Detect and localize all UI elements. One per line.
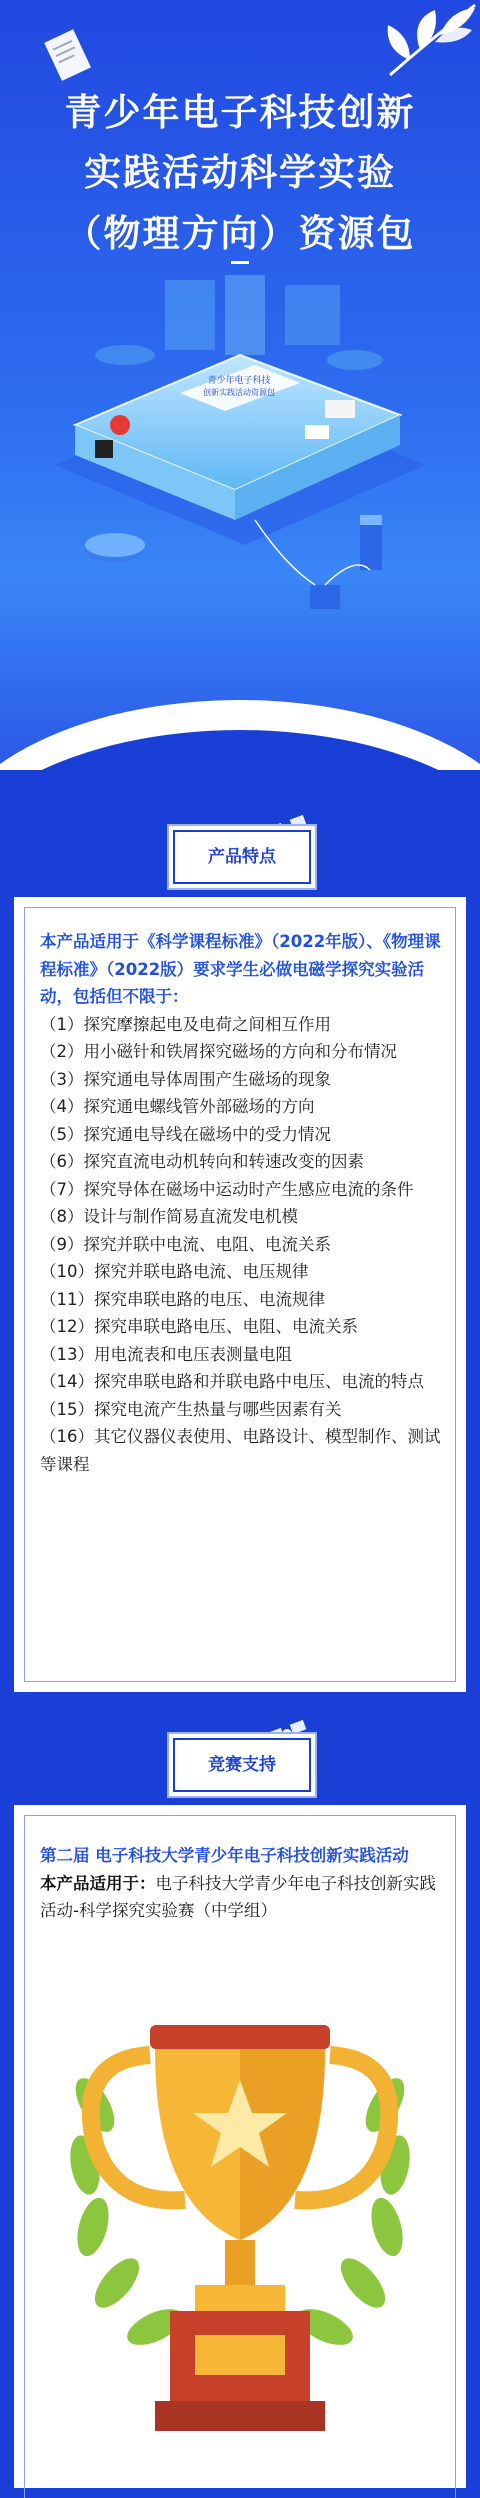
competition-text <box>40 1842 442 1925</box>
product-kit-illustration <box>55 275 425 635</box>
applies-text: 电子科技大学青少年电子科技创新实践活动-科学探究实验赛（中学组） <box>40 1873 436 1920</box>
leaf-icon <box>380 0 480 80</box>
feature-item: （16）其它仪器仪表使用、电路设计、模型制作、测试等课程 <box>40 1427 441 1474</box>
feature-item: （14）探究串联电路和并联电路中电压、电流的特点 <box>40 1372 424 1391</box>
hero-banner <box>0 0 480 770</box>
feature-item: （8）设计与制作简易直流发电机模 <box>40 1207 298 1226</box>
feature-item: （9）探究并联中电流、电阻、电流关系 <box>40 1234 331 1254</box>
feature-item: （2）用小磁针和铁屑探究磁场的方向和分布情况 <box>40 1042 397 1061</box>
feature-item: （1）探究摩擦起电及电荷之间相互作用 <box>40 1014 331 1034</box>
paper-icon <box>38 26 98 86</box>
feature-item: （12）探究串联电路电压、电阻、电流关系 <box>40 1317 358 1336</box>
feature-item: （7）探究导体在磁场中运动时产生感应电流的条件 <box>40 1179 414 1199</box>
feature-item: （10）探究并联电路电流、电压规律 <box>40 1262 309 1281</box>
features-text <box>40 928 442 1478</box>
feature-item: （11）探究串联电路的电压、电流规律 <box>40 1289 325 1309</box>
box-label-1: 青少年电子科技 <box>207 376 271 386</box>
page-title-line2: 实践活动科学实验 <box>84 151 396 194</box>
feature-item: （13）用电流表和电压表测量电阻 <box>40 1344 292 1364</box>
feature-item: （15）探究电流产生热量与哪些因素有关 <box>40 1399 342 1419</box>
trophy-icon <box>55 1965 425 2488</box>
features-lead: 本产品适用于《科学课程标准》（2022年版）、《物理课程标准》（2022版）要求学生必做电磁学探究实验活动，包括但不限于： <box>40 932 441 1006</box>
feature-item: （5）探究通电导线在磁场中的受力情况 <box>40 1124 331 1144</box>
feature-item: （6）探究直流电动机转向和转速改变的因素 <box>40 1152 364 1171</box>
title-divider <box>231 261 249 264</box>
feature-item: （4）探究通电螺线管外部磁场的方向 <box>40 1097 315 1116</box>
feature-item: （3）探究通电导体周围产生磁场的现象 <box>40 1069 331 1089</box>
page-title-line1: 青少年电子科技创新 <box>64 91 416 134</box>
tag-competition-support: 竞赛支持 <box>173 1738 311 1792</box>
tag-product-features: 产品特点 <box>173 830 311 884</box>
box-label-2: 创新实践活动资源包 <box>203 388 275 397</box>
page-title-line3: （物理方向）资源包 <box>64 212 416 255</box>
competition-event: 第二届 电子科技大学青少年电子科技创新实践活动 <box>40 1846 409 1865</box>
applies-label: 本产品适用于： <box>40 1873 156 1893</box>
